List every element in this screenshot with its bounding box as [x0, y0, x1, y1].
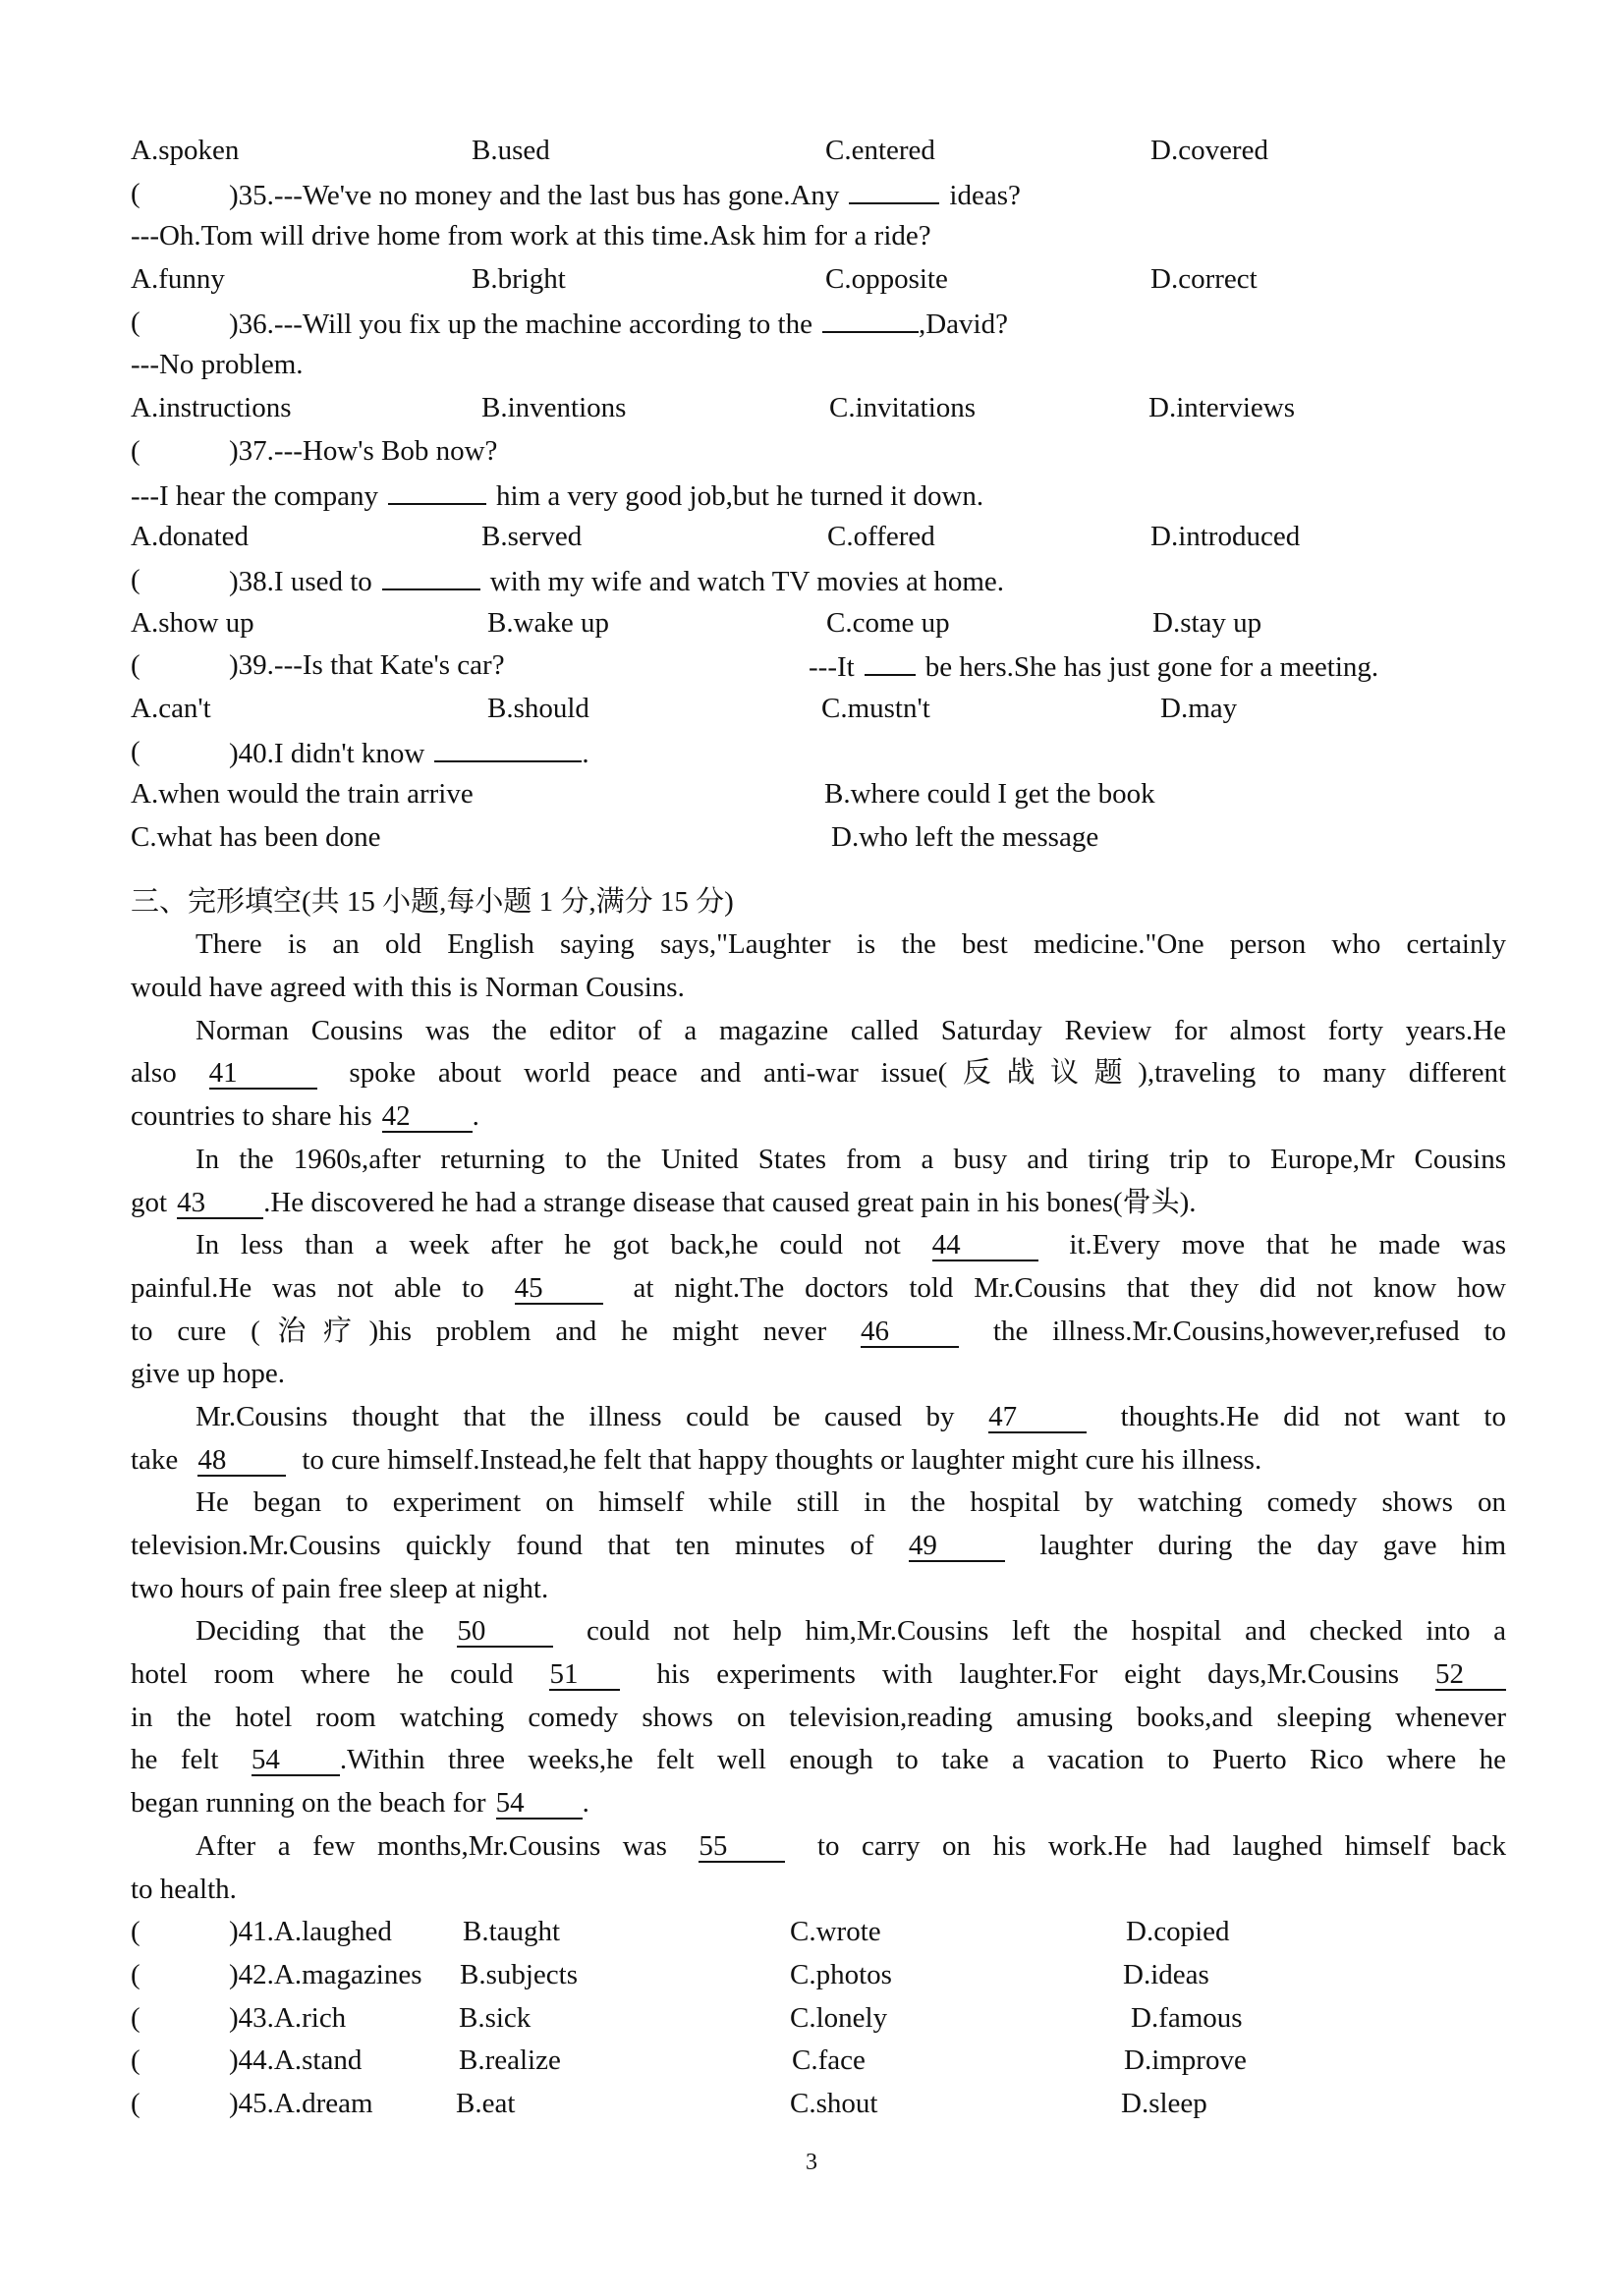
- passage-line: Norman Cousins was the editor of a magazine called Saturday Review for almost forty years.He: [196, 1014, 1506, 1046]
- option-c: C.opposite: [825, 263, 948, 296]
- option-d: D.covered: [1150, 135, 1268, 166]
- q40-options-row1: [131, 773, 1506, 816]
- q38-options: [131, 602, 1506, 645]
- answer-blank[interactable]: [388, 474, 486, 505]
- option-b: B.served: [481, 521, 583, 553]
- option-d: D.copied: [1126, 1916, 1230, 1948]
- q40-options-row2: [131, 816, 1506, 860]
- option-c: C.shout: [790, 2087, 878, 2119]
- passage-line: In less than a week after he got back,he could not 44 it.Every move that he made was: [196, 1229, 1507, 1261]
- answer-paren: (: [131, 177, 140, 209]
- option-c: C.come up: [826, 606, 950, 639]
- q34-options: [131, 130, 1506, 173]
- option-b: B.inventions: [481, 392, 627, 424]
- q38-stem: [131, 559, 1506, 602]
- question-text: )37.---How's Bob now?: [229, 434, 498, 467]
- answer-paren: (: [131, 306, 140, 338]
- reply-text: ---I hear the company: [131, 479, 379, 512]
- question-text: )35.---We've no money and the last bus has gone.Any: [229, 179, 840, 211]
- option-c: C.lonely: [790, 2001, 888, 2034]
- option-b: B.should: [487, 692, 589, 724]
- passage-line: take 48 to cure himself.Instead,he felt that happy thoughts or laughter might cure his illness.: [131, 1443, 1262, 1476]
- option-b: B.wake up: [487, 606, 610, 639]
- option-d: D.may: [1160, 692, 1238, 724]
- question-text: )39.---Is that Kate's car?: [229, 649, 505, 682]
- passage-line: television.Mr.Cousins quickly found that ten minutes of 49 laughter during the day gave him: [131, 1530, 1507, 1561]
- option-b: B.where could I get the book: [824, 778, 1155, 811]
- passage-line: to cure (治疗)his problem and he might never 46 the illness.Mr.Cousins,however,refused to: [131, 1315, 1507, 1347]
- blank-55[interactable]: 55: [699, 1831, 785, 1863]
- passage-line: countries to share his 42 .: [131, 1100, 479, 1133]
- option-c: C.offered: [827, 521, 935, 553]
- reply-text: ---No problem.: [131, 349, 304, 381]
- question-number-option-a: )44.A.stand: [229, 2044, 363, 2077]
- option-d: D.stay up: [1152, 606, 1262, 639]
- passage-line: would have agreed with this is Norman Cousins.: [131, 972, 685, 1004]
- blank-51[interactable]: 51: [549, 1659, 620, 1691]
- option-d: D.interviews: [1148, 392, 1295, 424]
- question-text: with my wife and watch TV movies at home.: [489, 565, 1005, 597]
- answer-paren: (: [131, 434, 140, 467]
- passage-line: Mr.Cousins thought that the illness could be caused by 47 thoughts.He did not want to: [196, 1400, 1506, 1432]
- option-a: A.when would the train arrive: [131, 778, 474, 811]
- option-b: B.bright: [472, 263, 566, 296]
- q37-reply: [131, 474, 1506, 517]
- option-b: B.eat: [456, 2087, 516, 2119]
- blank-43[interactable]: 43: [177, 1188, 263, 1219]
- reply-text: ---It: [809, 651, 855, 684]
- q35-reply: [131, 215, 1506, 258]
- cloze-question-list: [131, 1911, 1506, 2125]
- passage-line: give up hope.: [131, 1358, 286, 1390]
- section-title: 三、完形填空(共 15 小题,每小题 1 分,满分 15 分): [131, 885, 734, 918]
- page-number: 3: [806, 2150, 817, 2175]
- blank-50[interactable]: 50: [457, 1616, 553, 1648]
- q37-options: [131, 516, 1506, 559]
- option-c: C.what has been done: [131, 821, 381, 853]
- answer-paren: (: [131, 2044, 140, 2077]
- passage-line: hotel room where he could 51 his experiments with laughter.For eight days,Mr.Cousins 52: [131, 1653, 1506, 1697]
- passage-line: In the 1960s,after returning to the United States from a busy and tiring trip to Europe,Mr Cousins: [196, 1143, 1506, 1175]
- q40-stem: [131, 731, 1506, 774]
- q39-options: [131, 688, 1506, 731]
- passage-line: to health.: [131, 1873, 237, 1905]
- answer-blank[interactable]: [865, 644, 916, 676]
- q36-stem: [131, 302, 1506, 345]
- passage-line: two hours of pain free sleep at night.: [131, 1572, 549, 1604]
- option-a: A.instructions: [131, 392, 292, 424]
- passage-line: got 43 .He discovered he had a strange disease that caused great pain in his bones(骨头).: [131, 1186, 1197, 1218]
- q36-options: [131, 387, 1506, 430]
- option-d: D.ideas: [1123, 1958, 1209, 1990]
- option-d: D.improve: [1124, 2044, 1247, 2077]
- option-a: A.can't: [131, 692, 211, 724]
- q37-stem: [131, 430, 1506, 474]
- option-d: D.famous: [1131, 2001, 1243, 2034]
- passage-line: There is an old English saying says,"Laughter is the best medicine."One person who certainly: [196, 928, 1506, 961]
- q39-stem: [131, 644, 1506, 688]
- passage-line: he felt 54 .Within three weeks,he felt well enough to take a vacation to Puerto Rico where he: [131, 1744, 1507, 1776]
- cloze-passage: [131, 924, 1506, 1911]
- question-number-option-a: )45.A.dream: [229, 2087, 373, 2119]
- blank-47[interactable]: 47: [988, 1402, 1087, 1433]
- option-c: C.invitations: [829, 392, 977, 424]
- blank-48[interactable]: 48: [197, 1445, 286, 1477]
- answer-paren: (: [131, 2001, 140, 2034]
- answer-paren: (: [131, 1916, 140, 1948]
- option-a: A.show up: [131, 606, 254, 639]
- option-c: C.photos: [790, 1958, 892, 1990]
- question-text: .: [582, 737, 589, 769]
- answer-paren: (: [131, 649, 140, 682]
- passage-line: After a few months,Mr.Cousins was 55 to carry on his work.He had laughed himself back: [196, 1829, 1507, 1862]
- passage-line: painful.He was not able to 45 at night.The doctors told Mr.Cousins that they did not know how: [131, 1271, 1506, 1304]
- passage-line: Deciding that the 50 could not help him,Mr.Cousins left the hospital and checked into a: [196, 1615, 1507, 1648]
- question-text: )38.I used to: [229, 565, 372, 597]
- option-d: D.sleep: [1121, 2087, 1207, 2119]
- option-c: C.wrote: [790, 1916, 881, 1948]
- reply-text: be hers.She has just gone for a meeting.: [924, 651, 1379, 684]
- option-b: B.used: [472, 135, 550, 166]
- option-c: C.mustn't: [821, 692, 930, 724]
- option-d: D.who left the message: [831, 821, 1099, 853]
- passage-line: also 41 spoke about world peace and anti-war issue(反战议题),traveling to many different: [131, 1057, 1507, 1090]
- answer-paren: (: [131, 563, 140, 595]
- q35-stem: [131, 173, 1506, 216]
- question-number-option-a: )41.A.laughed: [229, 1916, 392, 1948]
- passage-line: began running on the beach for 54 .: [131, 1787, 589, 1820]
- blank-45[interactable]: 45: [515, 1273, 603, 1305]
- answer-paren: (: [131, 1958, 140, 1990]
- cloze-question: [131, 1911, 1506, 1954]
- option-b: B.realize: [459, 2044, 561, 2077]
- question-text: )40.I didn't know: [229, 737, 425, 769]
- answer-blank[interactable]: [822, 302, 919, 333]
- question-number-option-a: )42.A.magazines: [229, 1958, 422, 1990]
- reply-text: him a very good job,but he turned it down.: [496, 479, 984, 512]
- option-c: C.face: [792, 2044, 866, 2077]
- blank-44[interactable]: 44: [932, 1230, 1038, 1261]
- question-text: )36.---Will you fix up the machine according to the: [229, 308, 812, 340]
- blank-52[interactable]: 52: [1435, 1659, 1506, 1691]
- option-c: C.entered: [825, 135, 935, 166]
- option-b: B.subjects: [460, 1958, 579, 1990]
- exam-page: [131, 130, 1506, 2126]
- passage-line: He began to experiment on himself while still in the hospital by watching comedy shows on: [196, 1486, 1506, 1519]
- q35-options: [131, 258, 1506, 302]
- option-d: D.introduced: [1150, 521, 1301, 553]
- cloze-question: [131, 2083, 1506, 2126]
- answer-paren: (: [131, 735, 140, 767]
- option-b: B.sick: [459, 2001, 532, 2034]
- question-text: ideas?: [949, 179, 1021, 211]
- blank-41[interactable]: 41: [209, 1058, 317, 1090]
- q36-reply: [131, 344, 1506, 387]
- option-a: A.funny: [131, 263, 225, 296]
- passage-line: in the hotel room watching comedy shows on television,reading amusing books,and sleeping whenever: [131, 1701, 1506, 1733]
- option-a: A.donated: [131, 521, 249, 553]
- blank-49[interactable]: 49: [909, 1531, 1005, 1562]
- option-b: B.taught: [463, 1916, 561, 1948]
- question-number-option-a: )43.A.rich: [229, 2001, 347, 2034]
- option-a: A.spoken: [131, 135, 240, 166]
- answer-blank[interactable]: [434, 731, 582, 762]
- cloze-question: [131, 1954, 1506, 1997]
- blank-54[interactable]: 54: [496, 1788, 583, 1820]
- answer-paren: (: [131, 2087, 140, 2119]
- answer-blank[interactable]: [849, 173, 939, 204]
- reply-text: ---Oh.Tom will drive home from work at this time.Ask him for a ride?: [131, 220, 931, 252]
- answer-blank[interactable]: [382, 559, 480, 590]
- cloze-question: [131, 2040, 1506, 2083]
- blank-53[interactable]: 54: [252, 1745, 340, 1776]
- cloze-question: [131, 1997, 1506, 2041]
- blank-46[interactable]: 46: [861, 1316, 959, 1348]
- question-text: ,David?: [918, 308, 1008, 340]
- option-d: D.correct: [1150, 263, 1258, 296]
- blank-42[interactable]: 42: [382, 1101, 473, 1133]
